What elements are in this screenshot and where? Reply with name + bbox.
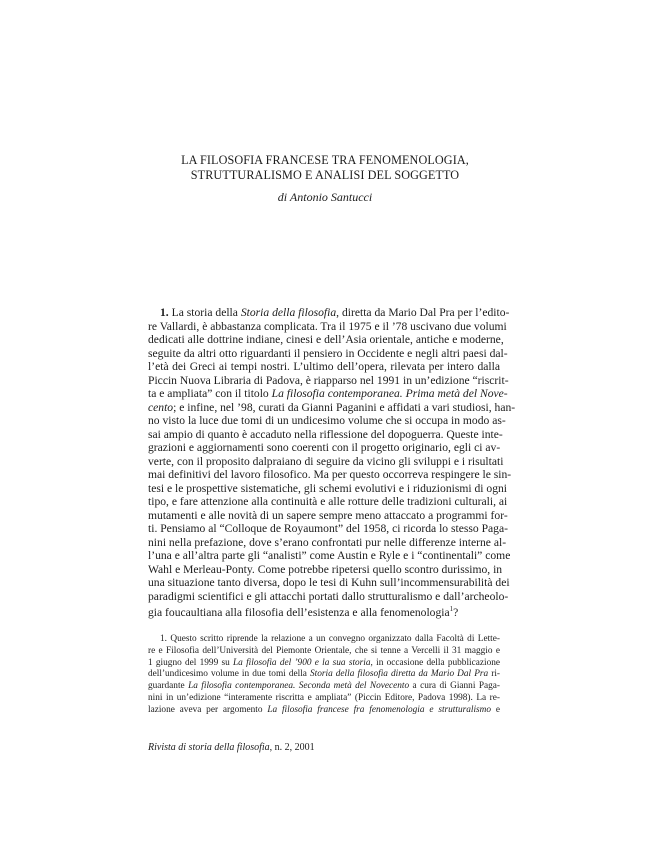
journal-citation xyxy=(148,742,315,753)
text-segment: a cura di Gianni Paga- xyxy=(409,681,500,692)
italic-title-text: cento xyxy=(148,400,174,414)
body-line xyxy=(148,319,507,334)
body-line xyxy=(148,387,508,401)
text-segment: sai ampio di quanto è accaduto nella riflessione del dopoguerra. Queste inte- xyxy=(148,427,503,441)
text-segment: gia foucaultiana alla filosofia dell’esistenza e alla fenomenologia xyxy=(148,605,450,619)
text-segment: guardante xyxy=(148,681,189,692)
journal-issue: , n. 2, 2001 xyxy=(269,742,315,753)
body-line xyxy=(148,522,508,536)
footnote-line xyxy=(148,681,500,693)
italic-title-text: La filosofia contemporanea. Prima metà del Nove- xyxy=(271,387,508,400)
italic-title-text: Storia della filosofia xyxy=(240,306,337,319)
body-line xyxy=(148,549,511,563)
body-paragraph xyxy=(148,306,516,619)
text-segment: dell’undicesimo volume in due tomi della xyxy=(148,669,310,680)
text-segment: La storia della xyxy=(171,306,241,319)
text-segment: mai definitivi del lavoro filosofico. Ma per questo occorreva respingere le sin- xyxy=(148,468,512,481)
body-line xyxy=(148,400,516,415)
body-line xyxy=(148,414,506,428)
footnote-line xyxy=(148,693,500,705)
journal-name: Rivista di storia della filosofia xyxy=(148,742,270,753)
closing-punctuation: ? xyxy=(453,605,459,619)
text-segment: ; e infine, nel ’98, curati da Gianni Paganini e affidati a vari studiosi, han- xyxy=(173,400,516,414)
text-segment: l’una e all’altra parte gli “analisti” come Austin e Ryle e i “continentali” come xyxy=(148,549,511,562)
footnote-line xyxy=(148,705,500,717)
body-line xyxy=(148,468,512,482)
body-line xyxy=(148,508,508,523)
text-segment: Wahl e Merleau-Ponty. Come potrebbe ripetersi quello scontro durissimo, in xyxy=(148,562,503,576)
text-segment: 1 giugno del 1999 su xyxy=(148,657,234,668)
body-line xyxy=(148,495,508,509)
text-segment: ta e ampliata” con il titolo xyxy=(148,387,272,400)
text-segment: re e Filosofia dell’Università del Piemonte Orientale, che si tenne a Vercelli il 31 maggio e xyxy=(148,645,500,656)
body-line xyxy=(148,562,503,577)
text-segment: ti. Pensiamo al “Colloque de Royaumont” del 1958, ci ricorda lo stesso Paga- xyxy=(148,522,508,535)
text-segment: ri- xyxy=(488,669,501,680)
body-line xyxy=(148,481,508,496)
text-segment: , in occasione della pubblicazione xyxy=(370,657,501,668)
footnote-line xyxy=(148,669,500,681)
author-byline: di Antonio Santucci xyxy=(277,190,373,204)
body-line xyxy=(148,576,510,590)
article-title xyxy=(150,153,500,183)
section-number: 1. xyxy=(160,306,169,319)
text-segment: Piccin Nuova Libraria di Padova, è riapparso nel 1991 in un’edizione “riscrit- xyxy=(148,373,509,387)
body-line xyxy=(148,535,507,550)
text-segment: e xyxy=(491,704,500,715)
text-segment: una situazione tanto diversa, dopo le tesi di Kuhn sull’incommensurabilità dei xyxy=(148,576,510,589)
text-segment: grazioni e aggiornamenti sono coerenti con il progetto originario, egli ci av- xyxy=(148,441,501,454)
footnote xyxy=(148,634,500,717)
text-segment: l’età dei Greci ai tempi nostri. L’ultimo dell’opera, rilevata per intero dalla xyxy=(148,360,500,373)
text-segment: no visto la luce due tomi di un undicesimo volume che si occupa in modo as- xyxy=(148,414,506,427)
text-segment: nini in un’edizione “interamente riscritta e ampliata” (Piccin Editore, Padova 1998). La re- xyxy=(148,692,500,703)
footnote-line xyxy=(148,658,500,670)
footnote-ref[interactable]: 1 xyxy=(449,605,454,613)
text-segment: tipo, e fare attenzione alla continuità e alle rotture delle tradizioni culturali, ai xyxy=(148,495,508,508)
text-segment: re Vallardi, è abbastanza complicata. Tra il 1975 e il ’78 uscivano due volumi xyxy=(148,319,507,333)
title-line-2: STRUTTURALISMO E ANALISI DEL SOGGETTO xyxy=(190,168,460,182)
body-line xyxy=(148,346,508,361)
body-line xyxy=(148,603,500,617)
body-line xyxy=(148,427,503,442)
italic-title-text: La filosofia francese fra fenomenologia e strutturalismo xyxy=(267,704,492,715)
italic-title-text: La filosofia del ’900 e la sua storia xyxy=(233,657,371,668)
text-segment: , diretta da Mario Dal Pra per l’edito- xyxy=(336,306,510,319)
body-line xyxy=(148,589,509,604)
text-segment: 1. Questo scritto riprende la relazione a un convegno organizzato dalla Facoltà di Lette- xyxy=(160,634,500,644)
title-line-1: LA FILOSOFIA FRANCESE TRA FENOMENOLOGIA, xyxy=(181,153,469,167)
italic-title-text: Storia della filosofia diretta da Mario Dal Pra xyxy=(309,669,489,680)
text-segment: mutamenti e alle novità di un sapere sempre meno attaccato a programmi for- xyxy=(148,508,508,522)
body-line xyxy=(148,333,504,347)
text-segment: nini nella prefazione, dove s’erano confrontati pur nelle differenze interne al- xyxy=(148,535,507,549)
text-segment: lazione aveva per argomento xyxy=(148,704,268,715)
text-segment: tesi e le prospettive sistematiche, gli schemi evolutivi e i riduzionismi di ogni xyxy=(148,481,508,495)
italic-title-text: La filosofia contemporanea. Seconda metà del Novecento xyxy=(188,681,410,692)
text-segment: seguite da altri otto riguardanti il pensiero in Occidente e negli altri paesi dal- xyxy=(148,346,508,360)
body-line xyxy=(148,454,504,469)
text-segment: paradigmi scientifici e gli attacchi portati dallo strutturalismo e dall’archeolo- xyxy=(148,589,509,603)
text-segment: dedicati alle dottrine indiane, cinesi e dell’Asia orientale, antiche e moderne, xyxy=(148,333,504,346)
body-line xyxy=(148,306,510,320)
footnote-line xyxy=(148,634,500,646)
body-line xyxy=(148,360,500,374)
text-segment: verte, con il proposito dalpraiano di seguire da vicino gli sviluppi e i risultati xyxy=(148,454,504,468)
footnote-line xyxy=(148,646,500,658)
body-line xyxy=(148,441,500,455)
body-line xyxy=(148,373,509,388)
